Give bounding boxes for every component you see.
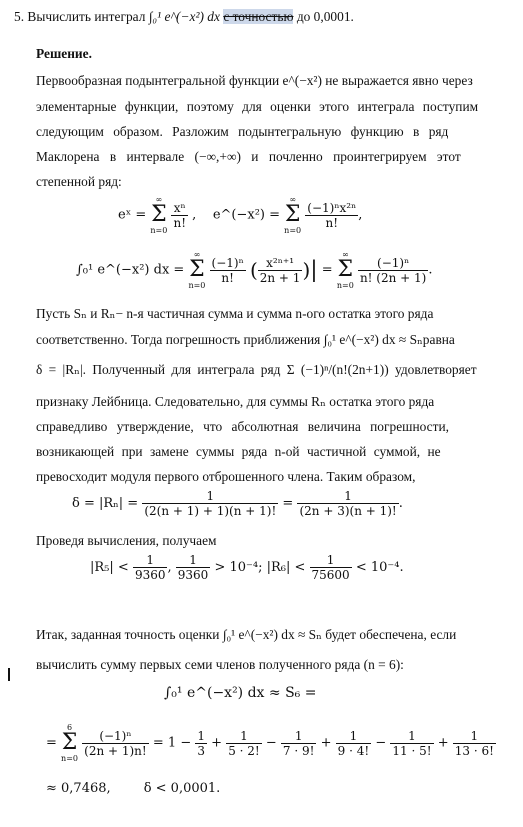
para3: Проведя вычисления, получаем [36, 533, 217, 548]
problem-text-after: до 0,0001. [296, 9, 354, 24]
equation-maclaurin: eˣ = ∞ Σ n=0 $\frac{\text{xⁿ}}{n!}$ , e^(−x²) = ∞ Σ n=0 $\frac{\text{(−1)ⁿx²ⁿ}}{n!}$ , [118, 195, 363, 235]
para2-line-5: справедливо утверждение, что абсолютная величина погрешности, [36, 419, 449, 434]
para2-line-2: соответственно. Тогда погрешность приближения ∫₀¹ e^(−x²) dx ≈ Sₙравна [36, 332, 455, 347]
para2-line-7: превосходит модуля первого отброшенного члена. Таким образом, [36, 469, 416, 484]
para4-line-2: вычислить сумму первых семи членов полученного ряда (n = 6): [36, 657, 404, 672]
para1-line-4: Маклорена в интервале (−∞,+∞) и почленно проинтегрируем этот [36, 149, 461, 164]
equation-error-bound: δ = |Rₙ| = $\frac{1}{(2(n + 1) + 1)(n + 1)!}$ = $\frac{1}{(2n + 3)(n + 1)!}$ . [72, 489, 403, 518]
problem-number: 5. [14, 9, 25, 24]
para2-line-6: возникающей при замене суммы ряда n-ой частичной суммой, не [36, 444, 441, 459]
para1-line-3: следующим образом. Разложим подынтегральную функцию в ряд [36, 124, 449, 139]
problem-integral: ∫₀¹ e^(−x²) dx [148, 9, 220, 24]
equation-remainders: |R₅| < $\frac{1}{9360}$ , $\frac{1}{9360}$ > 10⁻⁴; |R₆| < $\frac{1}{75600}$ < 10⁻⁴. [90, 553, 404, 582]
equation-s6: ∫₀¹ e^(−x²) dx ≈ S₆ = [164, 685, 317, 701]
para2-line-4: признаку Лейбница. Следовательно, для суммы Rₙ остатка этого ряда [36, 394, 435, 409]
highlighted-text[interactable]: с точностью [223, 9, 294, 24]
para4-line-1: Итак, заданная точность оценки ∫₀¹ e^(−x²) dx ≈ Sₙ будет обеспечена, если [36, 627, 457, 642]
problem-text: Вычислить интеграл [27, 9, 146, 24]
equation-integral-series: ∫₀¹ e^(−x²) dx = ∞ Σ n=0 $\frac{\text{(−1)ⁿ}}{n!}$ ( $\frac{\text{x²ⁿ⁺¹}}{2n + 1}$ )| = ∞ Σ n=0 $\frac{\text{(−1)ⁿ}}{n! (2n + 1)}$ . [76, 250, 433, 290]
result-line: ≈ 0,7468, δ < 0,0001. [46, 781, 221, 796]
para2-line-3: δ = |Rₙ|. Полученный для интеграла ряд Σ (−1)ⁿ/(n!(2n+1)) удовлетворяет [36, 362, 477, 377]
para1-line-2: элементарные функции, поэтому для оценки этого интеграла поступим [36, 99, 479, 114]
equation-sum-terms: = 6 Σ n=0 $\frac{\text{(−1)ⁿ}}{(2n + 1)n!}$ = 1 − $\frac{1}{3}$ + $\frac{1}{5 \cdot 2!}$ − $\frac{1}{7 \cdot 9!}$ + $\frac{1}{9 \cdot 4!}$ − $\frac{1}{11 \cdot 5!}$ + $\frac{1}{13 \cdot 6!}$ [46, 723, 494, 763]
problem-line [14, 9, 354, 25]
text-cursor [8, 668, 10, 681]
para1-line-5: степенной ряд: [36, 174, 122, 189]
para1-line-1: Первообразная подынтегральной функции e^(−x²) не выражается явно через [36, 73, 473, 88]
solution-heading: Решение. [36, 46, 92, 61]
para2-line-1: Пусть Sₙ и Rₙ− n-я частичная сумма и сумма n-ого остатка этого ряда [36, 306, 434, 321]
